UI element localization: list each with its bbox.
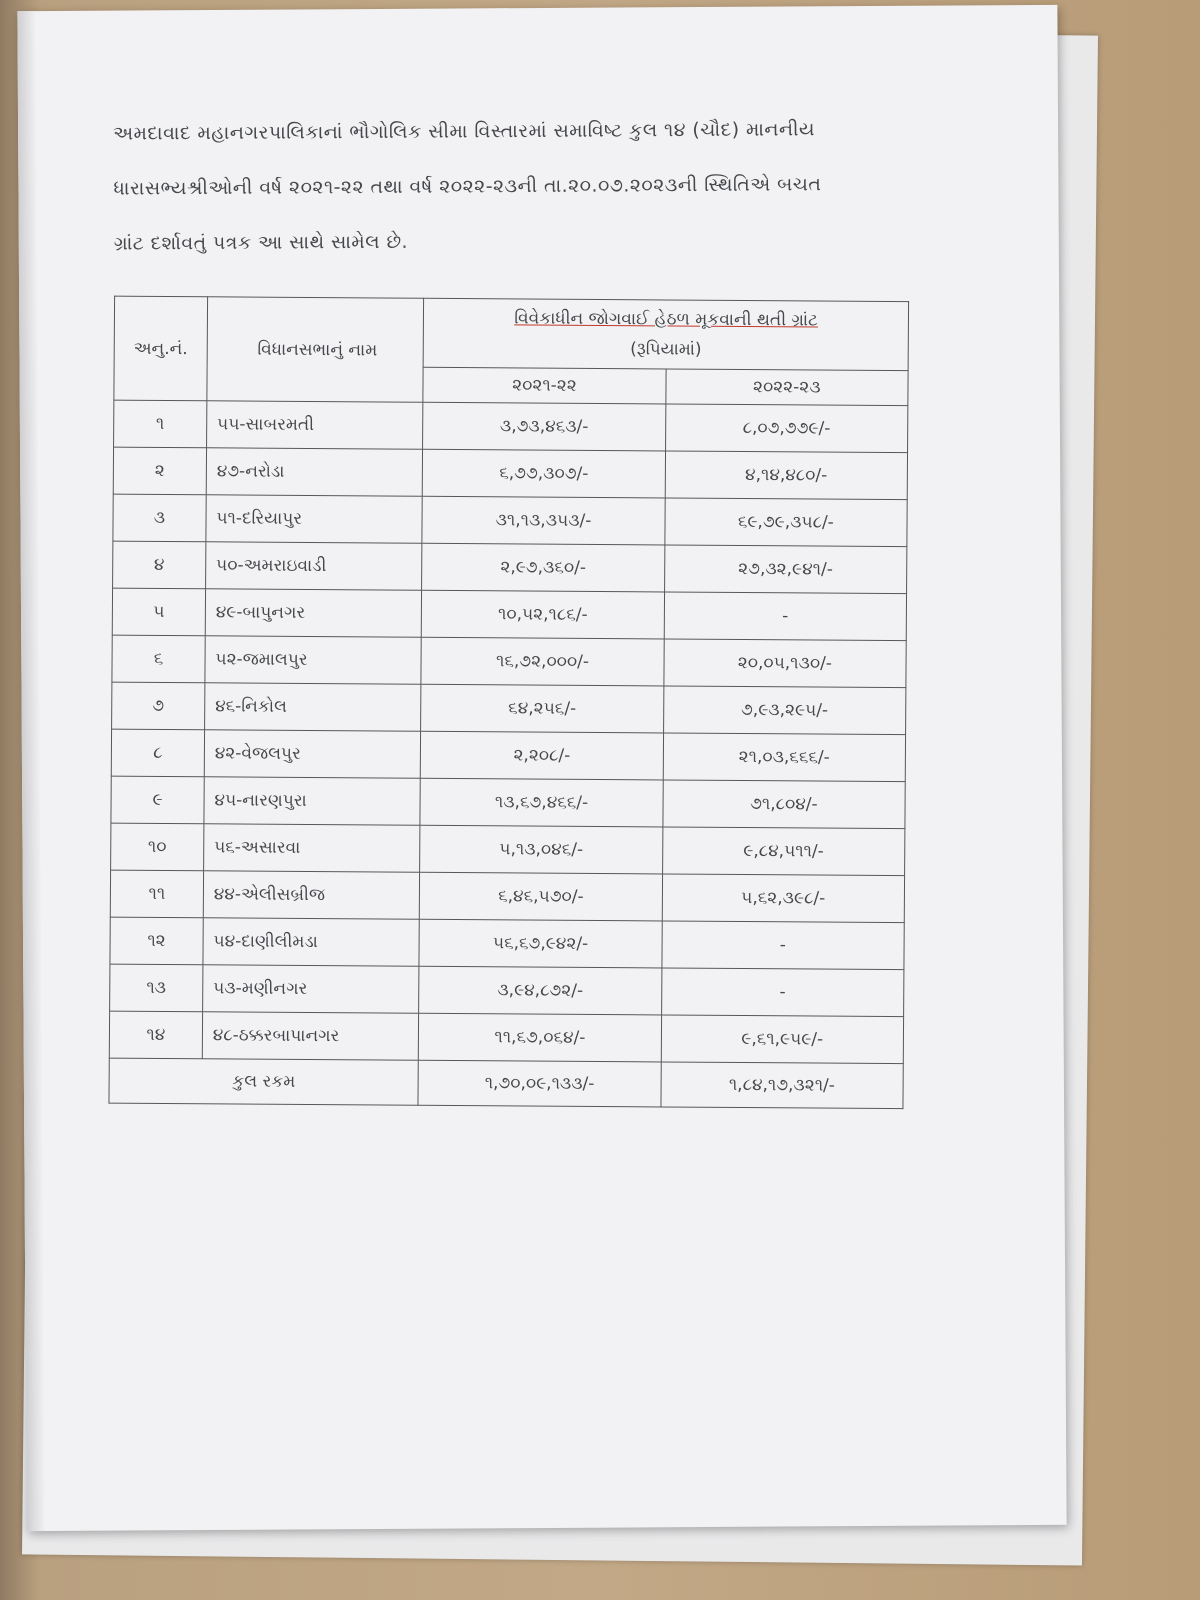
row-serial: ૧૩	[110, 964, 203, 1012]
row-serial: ૫	[112, 588, 205, 636]
row-name: ૪૫-નારણપુરા	[204, 777, 421, 826]
header-name: વિધાનસભાનું નામ	[207, 297, 424, 403]
row-year-2-value: ૯,૮૪,૫૧૧/-	[662, 827, 905, 876]
row-year-1-value: ૬,૪૬,૫૭૦/-	[420, 872, 663, 921]
row-name: ૪૨-વેજલપુર	[204, 730, 421, 779]
row-name: ૫૬-અસારવા	[203, 824, 420, 873]
row-serial: ૨	[113, 447, 206, 495]
row-year-2-value: -	[662, 921, 905, 970]
row-name: ૫૨-જમાલપુર	[205, 636, 422, 685]
row-name: ૫૩-મણીનગર	[202, 965, 419, 1014]
row-year-1-value: ૧૧,૬૭,૦૬૪/-	[419, 1013, 662, 1062]
row-serial: ૪	[113, 541, 206, 589]
row-year-2-value: ૫,૬૨,૩૯૮/-	[662, 874, 905, 923]
row-serial: ૬	[112, 635, 205, 683]
row-serial: ૯	[111, 776, 204, 824]
total-label: કુલ રકમ	[109, 1058, 419, 1105]
row-serial: ૭	[112, 682, 205, 730]
intro-paragraph	[113, 101, 954, 271]
intro-line-1: અમદાવાદ મહાનગરપાલિકાનાં ભૌગોલિક સીમા વિસ્તારમાં સમાવિષ્ટ કુલ ૧૪ (ચૌદ) માનનીય	[113, 118, 815, 145]
table-row	[110, 917, 904, 970]
document-page	[17, 5, 1066, 1531]
row-year-1-value: ૨,૨૦૮/-	[421, 731, 664, 780]
row-serial: ૧	[114, 400, 207, 448]
header-serial: અનુ.નં.	[114, 296, 208, 401]
grant-table	[108, 296, 909, 1110]
total-year-2-value: ૧,૮૪,૧૭,૩૨૧/-	[661, 1062, 904, 1109]
table-row	[110, 870, 904, 923]
row-year-2-value: -	[661, 968, 904, 1017]
header-year-1: ૨૦૨૧-૨૨	[423, 367, 666, 404]
row-name: ૪૬-નિકોલ	[204, 683, 421, 732]
intro-line-2: ધારાસભ્યશ્રીઓની વર્ષ ૨૦૨૧-૨૨ તથા વર્ષ ૨૦૨૨-૨૩ની તા.૨૦.૦૭.૨૦૨૩ની સ્થિતિએ બચત	[113, 173, 822, 200]
row-year-1-value: ૧૩,૬૭,૪૬૬/-	[420, 778, 663, 827]
header-grant	[423, 298, 908, 370]
total-year-1-value: ૧,૭૦,૦૯,૧૩૩/-	[418, 1060, 661, 1107]
table-row	[113, 541, 907, 594]
row-year-2-value: ૨૦,૦૫,૧૩૦/-	[664, 639, 907, 688]
row-year-1-value: ૧૦,૫૨,૧૮૬/-	[422, 590, 665, 639]
row-name: ૪૮-ઠક્કરબાપાનગર	[202, 1012, 419, 1061]
row-name: ૫૫-સાબરમતી	[206, 401, 423, 450]
table-row	[111, 823, 905, 876]
intro-line-3: ગ્રાંટ દર્શાવતું પત્રક આ સાથે સામેલ છે.	[113, 230, 409, 255]
table-row	[110, 964, 904, 1017]
row-serial: ૧૪	[109, 1011, 202, 1059]
row-year-1-value: ૬,૭૭,૩૦૭/-	[423, 449, 666, 498]
row-name: ૪૯-બાપુનગર	[205, 589, 422, 638]
row-serial: ૮	[111, 729, 204, 777]
row-year-2-value: ૭૧,૮૦૪/-	[663, 780, 906, 829]
row-serial: ૧૧	[110, 870, 203, 918]
table-row	[113, 447, 907, 500]
row-year-1-value: ૫,૧૩,૦૪૬/-	[420, 825, 663, 874]
table-row	[112, 682, 906, 735]
row-year-1-value: ૩,૯૪,૮૭૨/-	[419, 966, 662, 1015]
row-year-1-value: ૩,૭૩,૪૬૩/-	[423, 402, 666, 451]
header-grant-unit: (રૂપિયામાં)	[630, 339, 702, 360]
row-name: ૪૭-નરોડા	[206, 448, 423, 497]
total-row	[109, 1058, 903, 1109]
table-row	[113, 494, 907, 547]
row-year-2-value: ૨૧,૦૩,૬૬૬/-	[663, 733, 906, 782]
row-serial: ૩	[113, 494, 206, 542]
row-year-1-value: ૧૬,૭૨,૦૦૦/-	[421, 637, 664, 686]
row-year-2-value: -	[664, 592, 907, 641]
row-year-1-value: ૩૧,૧૩,૩૫૩/-	[422, 496, 665, 545]
row-year-2-value: ૪,૧૪,૪૮૦/-	[665, 451, 908, 500]
row-year-2-value: ૮,૦૭,૭૭૯/-	[665, 404, 908, 453]
row-year-2-value: ૭,૯૩,૨૯૫/-	[663, 686, 906, 735]
header-year-2: ૨૦૨૨-૨૩	[666, 369, 909, 406]
row-year-1-value: ૫૬,૬૭,૯૪૨/-	[419, 919, 662, 968]
row-name: ૫૪-દાણીલીમડા	[203, 918, 420, 967]
header-grant-title: વિવેકાધીન જોગવાઈ હેઠળ મૂકવાની થતી ગ્રાંટ	[514, 308, 819, 331]
table-row	[111, 729, 905, 782]
row-name: ૪૪-એલીસબ્રીજ	[203, 871, 420, 920]
row-serial: ૧૨	[110, 917, 203, 965]
row-year-1-value: ૬૪,૨૫૬/-	[421, 684, 664, 733]
row-year-2-value: ૬૯,૭૯,૩૫૮/-	[665, 498, 908, 547]
table-row	[112, 588, 906, 641]
table-row	[112, 635, 906, 688]
row-year-2-value: ૨૭,૩૨,૯૪૧/-	[664, 545, 907, 594]
row-serial: ૧૦	[111, 823, 204, 871]
row-name: ૫૧-દરિયાપુર	[206, 495, 423, 544]
row-year-2-value: ૯,૬૧,૯૫૯/-	[661, 1015, 904, 1064]
row-year-1-value: ૨,૯૭,૩૬૦/-	[422, 543, 665, 592]
table-row	[114, 400, 908, 453]
row-name: ૫૦-અમરાઇવાડી	[205, 542, 422, 591]
table-row	[111, 776, 905, 829]
table-row	[109, 1011, 903, 1064]
